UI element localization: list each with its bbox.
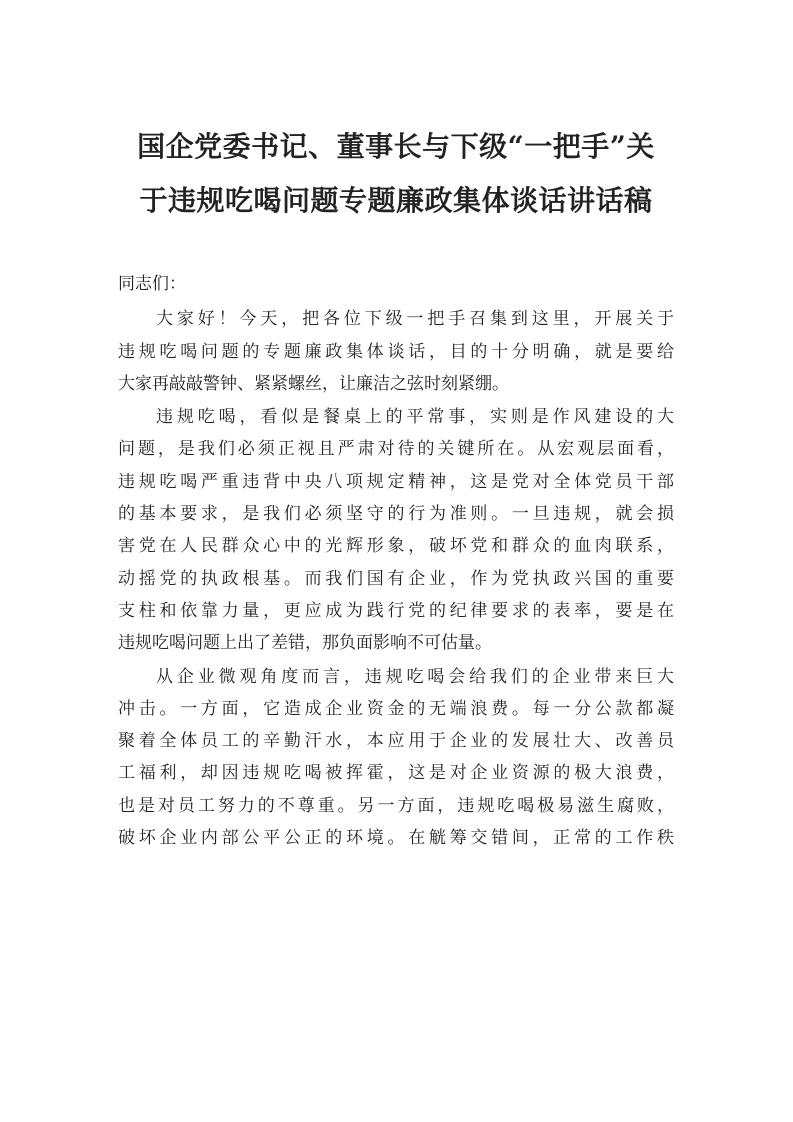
paragraph-line: 害党在人民群众心中的光辉形象，破坏党和群众的血肉联系， [118, 536, 674, 557]
paragraph-line: 破坏企业内部公平公正的环境。在觥筹交错间，正常的工作秩 [118, 828, 674, 849]
paragraph-line: 从企业微观角度而言，违规吃喝会给我们的企业带来巨大 [156, 666, 674, 687]
paragraph-line: 聚着全体员工的辛勤汗水，本应用于企业的发展壮大、改善员 [118, 731, 674, 752]
paragraph-3 [118, 661, 674, 855]
paragraph-line: 支柱和依靠力量，更应成为践行党的纪律要求的表率，要是在 [118, 600, 674, 621]
paragraph-2 [118, 401, 674, 659]
paragraph-1 [118, 303, 674, 400]
title-line: 于违规吃喝问题专题廉政集体谈话讲话稿 [139, 184, 653, 217]
greeting: 同志们： [118, 274, 186, 294]
paragraph-line: 动摇党的执政根基。而我们国有企业，作为党执政兴国的重要 [118, 568, 674, 589]
title-line: 国企党委书记、董事长与下级“一把手”关 [137, 130, 655, 163]
paragraph-line: 违规吃喝问题的专题廉政集体谈话，目的十分明确，就是要给 [118, 341, 674, 362]
paragraph-line: 违规吃喝问题上出了差错，那负面影响不可估量。 [118, 633, 492, 654]
paragraph-line: 问题，是我们必须正视且严肃对待的关键所在。从宏观层面看， [118, 439, 674, 460]
paragraph-line: 违规吃喝严重违背中央八项规定精神，这是党对全体党员干部 [118, 471, 674, 492]
paragraph-line: 冲击。一方面，它造成企业资金的无端浪费。每一分公款都凝 [118, 698, 674, 719]
paragraph-line: 大家再敲敲警钟、紧紧螺丝，让廉洁之弦时刻紧绷。 [118, 373, 509, 394]
paragraph-line: 也是对员工努力的不尊重。另一方面，违规吃喝极易滋生腐败， [118, 795, 674, 816]
paragraph-line: 大家好！今天，把各位下级一把手召集到这里，开展关于 [156, 309, 674, 330]
document-body [118, 268, 674, 854]
paragraph-line: 的基本要求，是我们必须坚守的行为准则。一旦违规，就会损 [118, 504, 674, 525]
document-title [118, 120, 674, 228]
paragraph-line: 违规吃喝，看似是餐桌上的平常事，实则是作风建设的大 [156, 407, 674, 428]
paragraph-line: 工福利，却因违规吃喝被挥霍，这是对企业资源的极大浪费， [118, 763, 674, 784]
